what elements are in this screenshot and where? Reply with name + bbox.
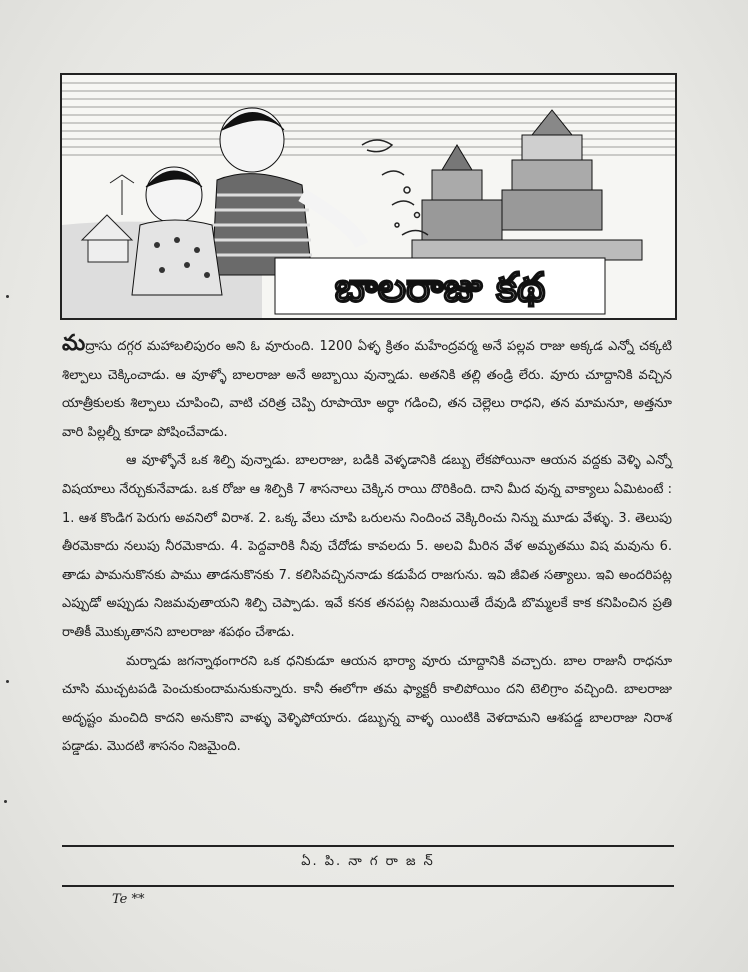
bottom-rule	[62, 885, 674, 887]
top-rule	[62, 845, 674, 847]
margin-speck	[6, 680, 9, 683]
margin-speck	[6, 295, 9, 298]
story-body	[62, 330, 672, 762]
author-byline: ఏ. పి. నా గ రా జ న్	[301, 854, 435, 869]
paragraph-1	[62, 330, 672, 447]
paragraph-3: మర్నాడు జగన్నాథంగారని ఒక ధనికుడూ ఆయన భార్యా వూరు చూద్దానికి వచ్చారు. బాల రాజునీ రాధనూ చూసి ముచ్చటపడి పెంచుకుందామనుకున్నారు. కానీ ఈలోగా తమ ఫ్యాక్టరీ కాలిపోయిం దని టెలిగ్రాం వచ్చింది. బాలరాజు అదృష్టం మంచిది కాదని అనుకొని వాళ్ళు వెళ్ళిపోయారు. డబ్బున్న వాళ్ళ యింటికి వెళదామని ఆశపడ్డ బాలరాజు నిరాశ పడ్డాడు. మొదటి శాసనం నిజమైంది.	[62, 653, 672, 755]
banner-artwork	[62, 75, 675, 318]
title-banner-illustration	[60, 73, 677, 320]
paragraph-2: ఆ వూళ్ళోనే ఒక శిల్పి వున్నాడు. బాలరాజు, బడికి వెళ్ళడానికి డబ్బు లేకపోయినా ఆయన వద్దకు వెళ్ళి ఎన్నో విషయాలు నేర్చుకునేవాడు. ఒక రోజు ఆ శిల్పికి 7 శాసనాలు చెక్కిన రాయి దొరికింది. దాని మీద వున్న వాక్యాలు ఏమిటంటే : 1. ఆశ కొండిగ పెరుగు అవనిలో విరాశ. 2. ఒక్క వేలు చూపి ఒరులను నిందించ వెక్కిరించు నిన్ను మూడు వేళ్ళు. 3. తెలుపు తీరమెకాదు నలుపు నీరమెకాదు. 4. పెద్దవారికి నీవు చేదోడు కావలదు 5. అలవి మీరిన వేళ అమృతము విష మవును 6. తాడు పామనుకొనకు పాము తాడనుకొనకు 7. కలిసివచ్చిననాడు కడుపేద రాజగును. ఇవి జీవిత సత్యాలు. ఇవి అందరిపట్ల ఎప్పుడో అప్పుడు నిజమవుతాయని శిల్పి చెప్పాడు. ఇవే కనక తనపట్ల నిజమయితే దేవుడి బొమ్మలకే కాక కనిపించిన ప్రతి రాతికీ మొక్కుతానని బాలరాజు శపథం చేశాడు.	[62, 453, 672, 640]
page-code: Te **	[112, 892, 145, 907]
margin-speck	[4, 800, 7, 803]
story-title: బాలరాజు కథ	[334, 265, 546, 311]
drop-cap: మ	[62, 331, 86, 356]
paragraph-1-text: ద్రాసు దగ్గర మహాబలిపురం అని ఓ వూరుంది. 1200 ఏళ్ళ క్రితం మహేంద్రవర్మ అనే పల్లవ రాజు అక్కడ ఎన్నో చక్కటి శిల్పాలు చెక్కించాడు. ఆ వూళ్ళో బాలరాజు అనే అబ్బాయి వున్నాడు. అతనికి తల్లి తండ్రి లేరు. వూరు చూద్దానికి వచ్చిన యాత్రీకులకు శిల్పాలు చూపించి, వాటి చరిత్ర చెప్పి రూపాయో అర్ధా గడించి, తన చెల్లెలు రాధని, తన మామనూ, అత్తనూ వారి పిల్లల్నీ కూడా పోషించేవాడు.	[62, 339, 672, 440]
